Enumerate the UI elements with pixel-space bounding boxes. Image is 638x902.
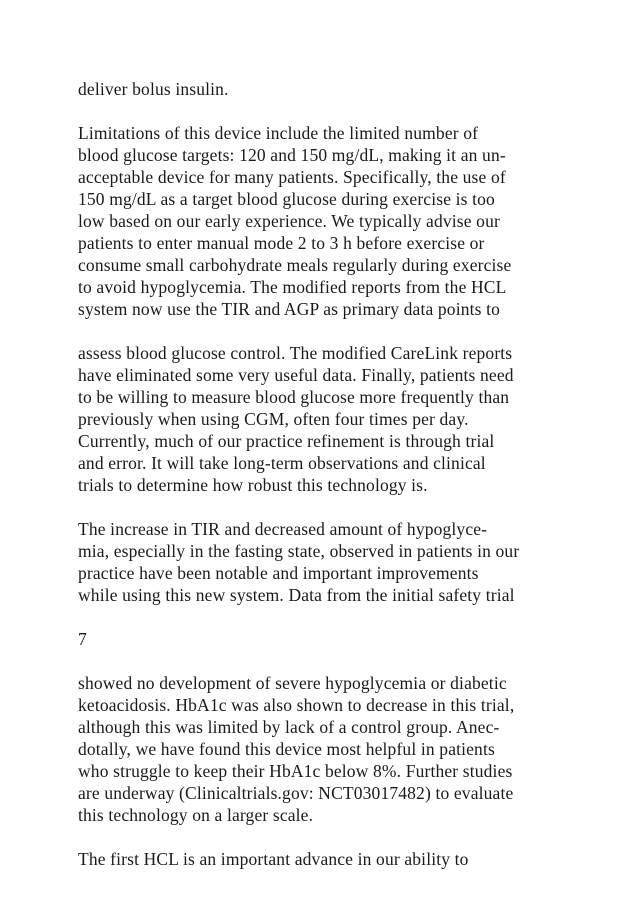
text-line: The first HCL is an important advance in our ability to [78, 849, 469, 869]
text-line: consume small carbohydrate meals regularly during exercise [78, 255, 512, 275]
text-line: and error. It will take long-term observations and clinical [78, 453, 486, 473]
text-line: ketoacidosis. HbA1c was also shown to decrease in this trial, [78, 695, 515, 715]
text-line: acceptable device for many patients. Specifically, the use of [78, 167, 506, 187]
text-line: trials to determine how robust this technology is. [78, 475, 428, 495]
text-line: assess blood glucose control. The modified CareLink reports [78, 343, 513, 363]
text-line: practice have been notable and important improvements [78, 563, 479, 583]
text-line: this technology on a larger scale. [78, 805, 314, 825]
text-line: are underway (Clinicaltrials.gov: NCT03017482) to evaluate [78, 783, 514, 803]
text-line: system now use the TIR and AGP as primary data points to [78, 299, 501, 319]
text-line: although this was limited by lack of a control group. Anec- [78, 717, 500, 737]
text-line: deliver bolus insulin. [78, 79, 229, 99]
text-line: low based on our early experience. We typically advise our [78, 211, 500, 231]
text-line: patients to enter manual mode 2 to 3 h before exercise or [78, 233, 485, 253]
text-line: who struggle to keep their HbA1c below 8%. Further studies [78, 761, 513, 781]
text-line: have eliminated some very useful data. Finally, patients need [78, 365, 514, 385]
text-line: showed no development of severe hypoglycemia or diabetic [78, 673, 507, 693]
text-line: blood glucose targets: 120 and 150 mg/dL, making it an un- [78, 145, 506, 165]
text-line: dotally, we have found this device most helpful in patients [78, 739, 495, 759]
text-line: 150 mg/dL as a target blood glucose during exercise is too [78, 189, 495, 209]
text-line: previously when using CGM, often four times per day. [78, 409, 469, 429]
text-line: to be willing to measure blood glucose more frequently than [78, 387, 510, 407]
page-number: 7 [78, 629, 87, 649]
text-line: Currently, much of our practice refinement is through trial [78, 431, 495, 451]
text-line: The increase in TIR and decreased amount of hypoglyce- [78, 519, 488, 539]
text-line: Limitations of this device include the limited number of [78, 123, 479, 143]
text-line: to avoid hypoglycemia. The modified reports from the HCL [78, 277, 507, 297]
text-line: mia, especially in the fasting state, observed in patients in our [78, 541, 520, 561]
text-line: while using this new system. Data from the initial safety trial [78, 585, 515, 605]
